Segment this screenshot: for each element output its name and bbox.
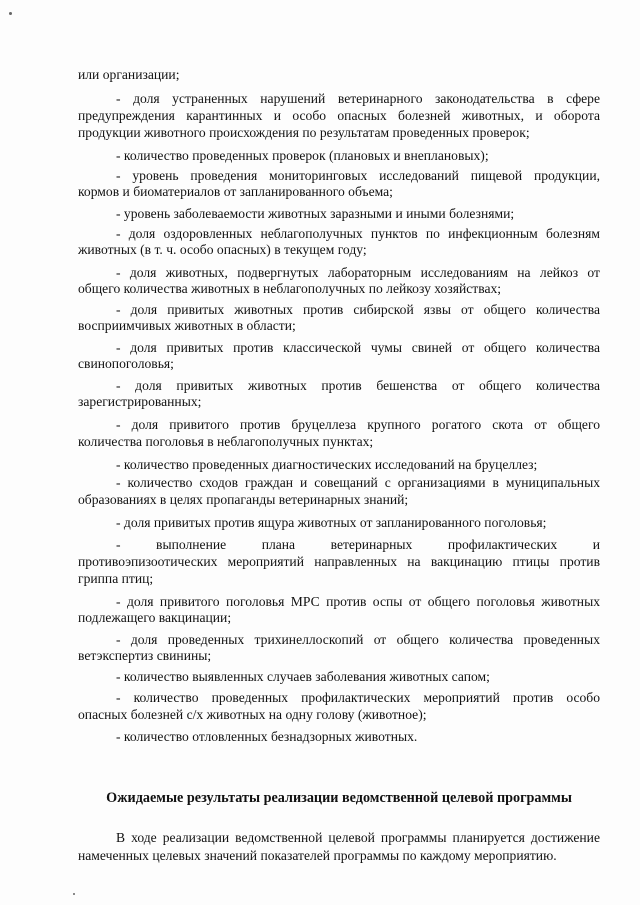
list-item: - количество выявленных случаев заболевания животных сапом;: [116, 669, 490, 684]
text-line: свинопоголовья;: [78, 356, 174, 371]
text-line: - уровень проведения мониторинговых исследований пищевой продукции,: [116, 168, 600, 183]
list-item: [78, 301, 600, 318]
text-line: - доля привитого против бруцеллеза крупного рогатого скота от общего: [116, 417, 600, 432]
scan-speck: [73, 893, 75, 895]
text-line: - доля животных, подвергнутых лабораторным исследованиям на лейкоз от: [116, 265, 600, 280]
text-line: - доля привитых животных против сибирской язвы от общего количества: [116, 302, 600, 317]
text-line: - выполнение плана ветеринарных профилактических и: [116, 537, 600, 552]
text-line: продукции животного происхождения по результатам проведенных проверок;: [78, 125, 530, 140]
list-item: - доля привитых против ящура животных от запланированного поголовья;: [116, 515, 547, 530]
list-item: [78, 377, 600, 394]
text-line: животных (в т. ч. особо опасных) в текущем году;: [78, 242, 367, 257]
text-block: [78, 66, 600, 83]
list-item: [78, 536, 600, 553]
text-line: намеченных целевых значений показателей программы по каждому мероприятию.: [78, 848, 557, 863]
text-line: - доля оздоровленных неблагополучных пунктов по инфекционным болезням: [116, 226, 600, 241]
list-item: - количество проведенных проверок (плановых и внеплановых);: [116, 148, 489, 163]
list-item: [78, 167, 600, 184]
summary-paragraph: [78, 829, 600, 846]
list-item: - количество отловленных безнадзорных животных.: [116, 729, 418, 744]
list-item: [78, 474, 600, 491]
text-line: или организации;: [78, 67, 180, 82]
scan-speck: [9, 12, 12, 15]
text-line: - доля привитых животных против бешенства от общего количества: [116, 378, 600, 393]
text-line: - доля привитых против классической чумы свиней от общего количества: [116, 340, 600, 355]
text-line: образованиях в целях пропаганды ветеринарных знаний;: [78, 492, 409, 507]
text-line: - доля привитого поголовья МРС против оспы от общего поголовья животных: [116, 594, 600, 609]
list-item: [78, 225, 600, 242]
text-line: ветэкспертиз свинины;: [78, 648, 212, 663]
section-heading: Ожидаемые результаты реализации ведомственной целевой программы: [106, 790, 572, 806]
text-line: кормов и биоматериалов от запланированного объема;: [78, 184, 393, 199]
text-line: подлежащего вакцинации;: [78, 610, 232, 625]
text-line: гриппа птиц;: [78, 571, 154, 586]
text-line: [78, 553, 600, 570]
text-line: В ходе реализации ведомственной целевой программы планируется достижение: [116, 830, 600, 845]
text-line: предупреждения карантинных и особо опасных болезней животных, и оборота: [78, 108, 600, 123]
list-item: [78, 631, 600, 648]
list-item: [78, 593, 600, 610]
text-line: количества поголовья в неблагополучных пунктах;: [78, 434, 374, 449]
list-item: - уровень заболеваемости животных заразными и иными болезнями;: [116, 206, 515, 221]
text-line: - доля устраненных нарушений ветеринарного законодательства в сфере: [116, 91, 600, 106]
text-line: - количество проведенных профилактических мероприятий против особо: [116, 690, 600, 705]
list-item: [78, 264, 600, 281]
list-item: [78, 339, 600, 356]
list-item: - количество проведенных диагностических исследований на бруцеллез;: [116, 457, 538, 472]
text-line: общего количества животных в неблагополучных по лейкозу хозяйствах;: [78, 281, 502, 296]
text-line: - количество сходов граждан и совещаний с организациями в муниципальных: [116, 475, 600, 490]
list-item: [78, 689, 600, 706]
text-line: - доля проведенных трихинеллоскопий от общего количества проведенных: [116, 632, 600, 647]
text-line-content: противоэпизоотических мероприятий направленных на вакцинацию птицы против: [78, 554, 600, 569]
text-line: зарегистрированных;: [78, 394, 202, 409]
text-line: восприимчивых животных в области;: [78, 318, 296, 333]
text-line: опасных болезней с/х животных на одну голову (животное);: [78, 707, 427, 722]
list-item: [78, 90, 600, 124]
list-item: [78, 416, 600, 433]
